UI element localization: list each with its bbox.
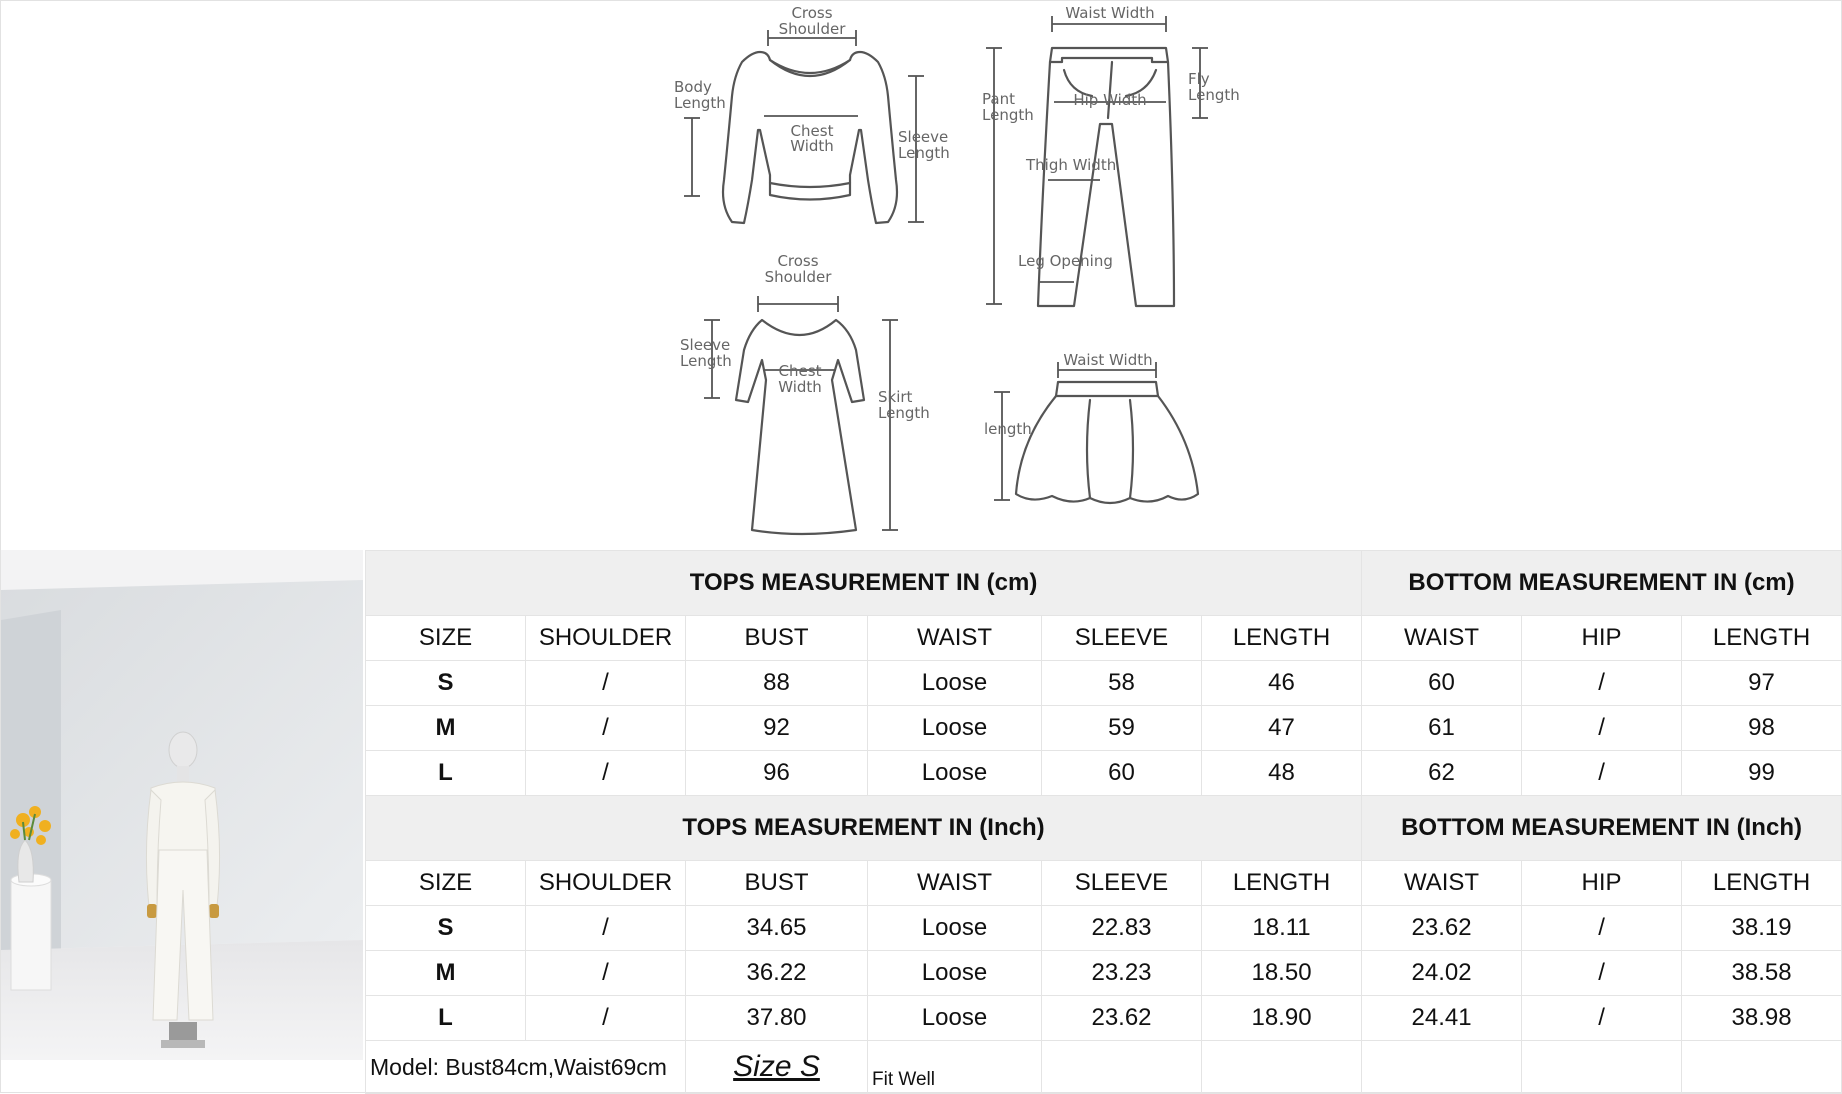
size-cell: S bbox=[366, 661, 526, 706]
table-cell: 97 bbox=[1682, 661, 1842, 706]
fit-note: Fit Well bbox=[868, 1041, 1042, 1094]
header-cell: SLEEVE bbox=[1042, 616, 1202, 661]
table-cell: 38.19 bbox=[1682, 906, 1842, 951]
table-cell: 37.80 bbox=[686, 996, 868, 1041]
empty-cell bbox=[1682, 1041, 1842, 1094]
table-cell: 34.65 bbox=[686, 906, 868, 951]
label-top-cross-shoulder-2: Shoulder bbox=[778, 20, 846, 38]
model-size: Size S bbox=[686, 1041, 868, 1094]
table-cell: 24.41 bbox=[1362, 996, 1522, 1041]
section-row-cm bbox=[366, 551, 1842, 616]
table-cell: 46 bbox=[1202, 661, 1362, 706]
label-top-body-length-1: Body bbox=[674, 78, 712, 96]
table-cell: 96 bbox=[686, 751, 868, 796]
table-cell: 58 bbox=[1042, 661, 1202, 706]
table-cell: 38.98 bbox=[1682, 996, 1842, 1041]
table-cell: 47 bbox=[1202, 706, 1362, 751]
header-cell: SHOULDER bbox=[526, 616, 686, 661]
empty-cell bbox=[1362, 1041, 1522, 1094]
size-chart-table bbox=[365, 550, 1842, 1094]
size-cell: S bbox=[366, 906, 526, 951]
skirt-diagram bbox=[984, 351, 1198, 503]
pants-diagram bbox=[982, 4, 1240, 306]
dress-diagram bbox=[680, 252, 930, 534]
header-cell: SIZE bbox=[366, 616, 526, 661]
label-dress-chest-width-2: Width bbox=[778, 378, 822, 396]
table-row bbox=[366, 751, 1842, 796]
table-cell: 62 bbox=[1362, 751, 1522, 796]
table-cell: 92 bbox=[686, 706, 868, 751]
label-top-sleeve-length-2: Length bbox=[898, 144, 950, 162]
label-top-chest-width-2: Width bbox=[790, 137, 834, 155]
bottom-title-cm: BOTTOM MEASUREMENT IN (cm) bbox=[1362, 551, 1842, 616]
tops-title-cm: TOPS MEASUREMENT IN (cm) bbox=[366, 551, 1362, 616]
table-cell: Loose bbox=[868, 706, 1042, 751]
table-cell: / bbox=[526, 951, 686, 996]
label-top-body-length-2: Length bbox=[674, 94, 726, 112]
table-cell: 98 bbox=[1682, 706, 1842, 751]
label-pant-waist-width: Waist Width bbox=[1065, 4, 1155, 22]
table-cell: 48 bbox=[1202, 751, 1362, 796]
label-top-sleeve-length-1: Sleeve bbox=[898, 128, 949, 146]
model-info-row bbox=[366, 1041, 1842, 1094]
table-cell: 18.90 bbox=[1202, 996, 1362, 1041]
table-cell: / bbox=[1522, 996, 1682, 1041]
table-row bbox=[366, 661, 1842, 706]
size-cell: L bbox=[366, 996, 526, 1041]
table-cell: 59 bbox=[1042, 706, 1202, 751]
label-top-cross-shoulder-1: Cross bbox=[791, 4, 833, 22]
header-cell: WAIST bbox=[868, 616, 1042, 661]
header-cell: WAIST bbox=[1362, 616, 1522, 661]
bottom-title-inch: BOTTOM MEASUREMENT IN (Inch) bbox=[1362, 796, 1842, 861]
table-cell: 23.23 bbox=[1042, 951, 1202, 996]
top-diagram bbox=[674, 4, 950, 223]
table-cell: / bbox=[1522, 751, 1682, 796]
header-cell: BUST bbox=[686, 616, 868, 661]
label-pant-thigh-width: Thigh Width bbox=[1026, 156, 1117, 174]
table-cell: Loose bbox=[868, 661, 1042, 706]
empty-cell bbox=[1042, 1041, 1202, 1094]
label-pant-hip-width: Hip Width bbox=[1073, 91, 1147, 109]
header-cell: LENGTH bbox=[1202, 861, 1362, 906]
label-skirt-waist-width: Waist Width bbox=[1063, 351, 1153, 369]
header-cell: BUST bbox=[686, 861, 868, 906]
table-cell: 18.50 bbox=[1202, 951, 1362, 996]
label-pant-fly-length-1: Fly bbox=[1188, 70, 1210, 88]
label-dress-skirt-length-1: Skirt bbox=[878, 388, 913, 406]
label-pant-leg-opening: Leg Opening bbox=[1018, 252, 1113, 270]
table-cell: 22.83 bbox=[1042, 906, 1202, 951]
header-cell: LENGTH bbox=[1202, 616, 1362, 661]
label-dress-skirt-length-2: Length bbox=[878, 404, 930, 422]
table-cell: Loose bbox=[868, 996, 1042, 1041]
table-cell: 61 bbox=[1362, 706, 1522, 751]
table-cell: 88 bbox=[686, 661, 868, 706]
table-cell: 99 bbox=[1682, 751, 1842, 796]
measurement-diagrams bbox=[660, 0, 1280, 548]
table-cell: / bbox=[526, 661, 686, 706]
table-row bbox=[366, 951, 1842, 996]
label-top-chest-width-1: Chest bbox=[790, 122, 834, 140]
table-cell: / bbox=[526, 706, 686, 751]
table-cell: / bbox=[526, 751, 686, 796]
table-cell: 23.62 bbox=[1042, 996, 1202, 1041]
table-cell: 38.58 bbox=[1682, 951, 1842, 996]
table-cell: / bbox=[526, 906, 686, 951]
table-cell: 18.11 bbox=[1202, 906, 1362, 951]
table-cell: Loose bbox=[868, 951, 1042, 996]
model-photo bbox=[1, 550, 363, 1060]
table-cell: 24.02 bbox=[1362, 951, 1522, 996]
table-cell: 60 bbox=[1042, 751, 1202, 796]
label-dress-sleeve-length-2: Length bbox=[680, 352, 732, 370]
header-cell: LENGTH bbox=[1682, 616, 1842, 661]
header-cell: WAIST bbox=[868, 861, 1042, 906]
header-cell: WAIST bbox=[1362, 861, 1522, 906]
label-skirt-length: length bbox=[984, 420, 1032, 438]
header-row-cm bbox=[366, 616, 1842, 661]
header-cell: HIP bbox=[1522, 616, 1682, 661]
header-cell: SLEEVE bbox=[1042, 861, 1202, 906]
table-cell: / bbox=[1522, 706, 1682, 751]
tops-title-inch: TOPS MEASUREMENT IN (Inch) bbox=[366, 796, 1362, 861]
model-measurements: Model: Bust84cm,Waist69cm bbox=[366, 1041, 686, 1094]
table-cell: / bbox=[1522, 906, 1682, 951]
table-row bbox=[366, 996, 1842, 1041]
table-row bbox=[366, 906, 1842, 951]
empty-cell bbox=[1202, 1041, 1362, 1094]
header-row-inch bbox=[366, 861, 1842, 906]
label-pant-length-2: Length bbox=[982, 106, 1034, 124]
header-cell: HIP bbox=[1522, 861, 1682, 906]
label-pant-fly-length-2: Length bbox=[1188, 86, 1240, 104]
header-cell: LENGTH bbox=[1682, 861, 1842, 906]
section-row-inch bbox=[366, 796, 1842, 861]
label-dress-chest-width-1: Chest bbox=[778, 362, 822, 380]
table-cell: 60 bbox=[1362, 661, 1522, 706]
header-cell: SIZE bbox=[366, 861, 526, 906]
table-cell: / bbox=[526, 996, 686, 1041]
table-cell: / bbox=[1522, 951, 1682, 996]
table-cell: Loose bbox=[868, 906, 1042, 951]
size-cell: M bbox=[366, 951, 526, 996]
label-dress-cross-shoulder-1: Cross bbox=[777, 252, 819, 270]
label-dress-cross-shoulder-2: Shoulder bbox=[764, 268, 832, 286]
header-cell: SHOULDER bbox=[526, 861, 686, 906]
size-cell: L bbox=[366, 751, 526, 796]
table-cell: Loose bbox=[868, 751, 1042, 796]
label-dress-sleeve-length-1: Sleeve bbox=[680, 336, 731, 354]
table-cell: 36.22 bbox=[686, 951, 868, 996]
size-cell: M bbox=[366, 706, 526, 751]
empty-cell bbox=[1522, 1041, 1682, 1094]
label-pant-length-1: Pant bbox=[982, 90, 1015, 108]
table-cell: / bbox=[1522, 661, 1682, 706]
table-cell: 23.62 bbox=[1362, 906, 1522, 951]
table-row bbox=[366, 706, 1842, 751]
